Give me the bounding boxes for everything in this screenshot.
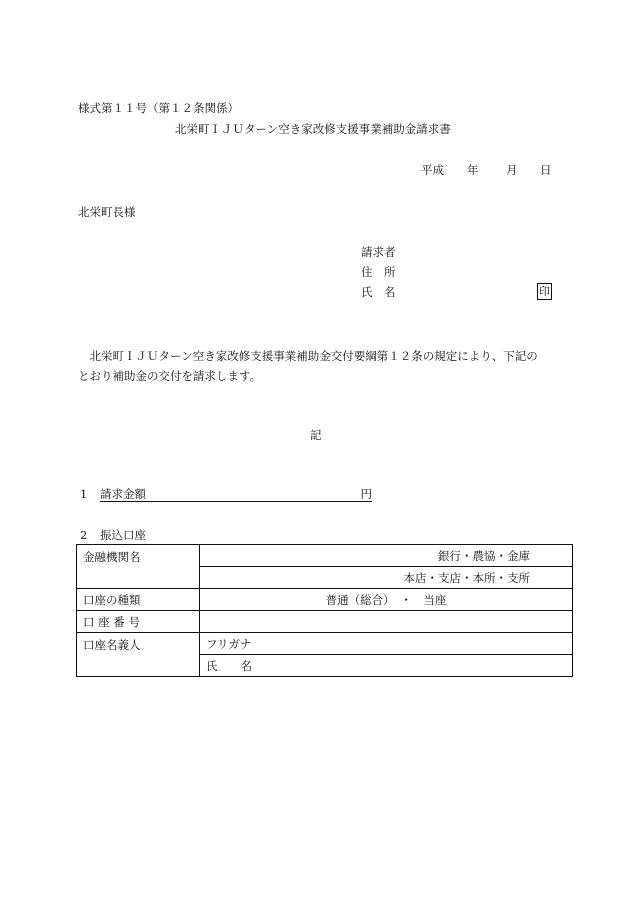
- claim-amount-label: 請求金額: [100, 487, 146, 501]
- branch-types-field[interactable]: 本店・支店・本所・支所: [200, 567, 573, 589]
- table-row: [77, 633, 573, 655]
- claimant-label: 請求者: [361, 245, 396, 259]
- request-body-line-1: 北栄町ＩＪＵターン空き家改修支援事業補助金交付要綱第１２条の規定により、下記の: [78, 349, 538, 363]
- document-title: 北栄町ＩＪＵターン空き家改修支援事業補助金請求書: [175, 122, 451, 136]
- institution-label: 金融機関名: [77, 545, 200, 589]
- holder-name-field[interactable]: 氏 名: [200, 655, 573, 677]
- claim-amount-row: [80, 487, 372, 502]
- date-era: 平成: [421, 163, 444, 177]
- transfer-label: 振込口座: [100, 528, 146, 542]
- account-type-label: 口座の種類: [77, 589, 200, 611]
- account-number-label: 口 座 番 号: [77, 611, 200, 633]
- claim-amount-field[interactable]: [100, 488, 372, 502]
- date-year-label: 年: [467, 163, 479, 177]
- institution-types-field[interactable]: 銀行・農協・金庫: [200, 545, 573, 567]
- seal-mark: 印: [539, 285, 550, 298]
- form-number: 様式第１１号（第１２条関係）: [78, 101, 239, 115]
- claim-number: 1: [80, 487, 88, 501]
- addressee: 北栄町長様: [78, 205, 136, 219]
- account-holder-label: 口座名義人: [77, 633, 200, 677]
- account-type-options[interactable]: 普通（総合） ・ 当座: [200, 589, 573, 611]
- table-row: [77, 545, 573, 567]
- date-day-label: 日: [540, 163, 552, 177]
- transfer-account-heading: [80, 528, 146, 542]
- account-number-field[interactable]: [200, 611, 573, 633]
- claim-amount-unit: 円: [360, 487, 372, 501]
- request-body: [78, 346, 558, 386]
- table-row: [77, 589, 573, 611]
- request-body-line-2: とおり補助金の交付を請求します。: [78, 369, 262, 383]
- name-label: 氏 名: [361, 285, 396, 299]
- transfer-number: 2: [80, 528, 88, 542]
- account-table: [76, 544, 573, 677]
- ki-heading: 記: [310, 428, 322, 442]
- date-month-label: 月: [506, 163, 518, 177]
- furigana-field[interactable]: フリガナ: [200, 633, 573, 655]
- address-label: 住 所: [361, 265, 396, 279]
- table-row: [77, 611, 573, 633]
